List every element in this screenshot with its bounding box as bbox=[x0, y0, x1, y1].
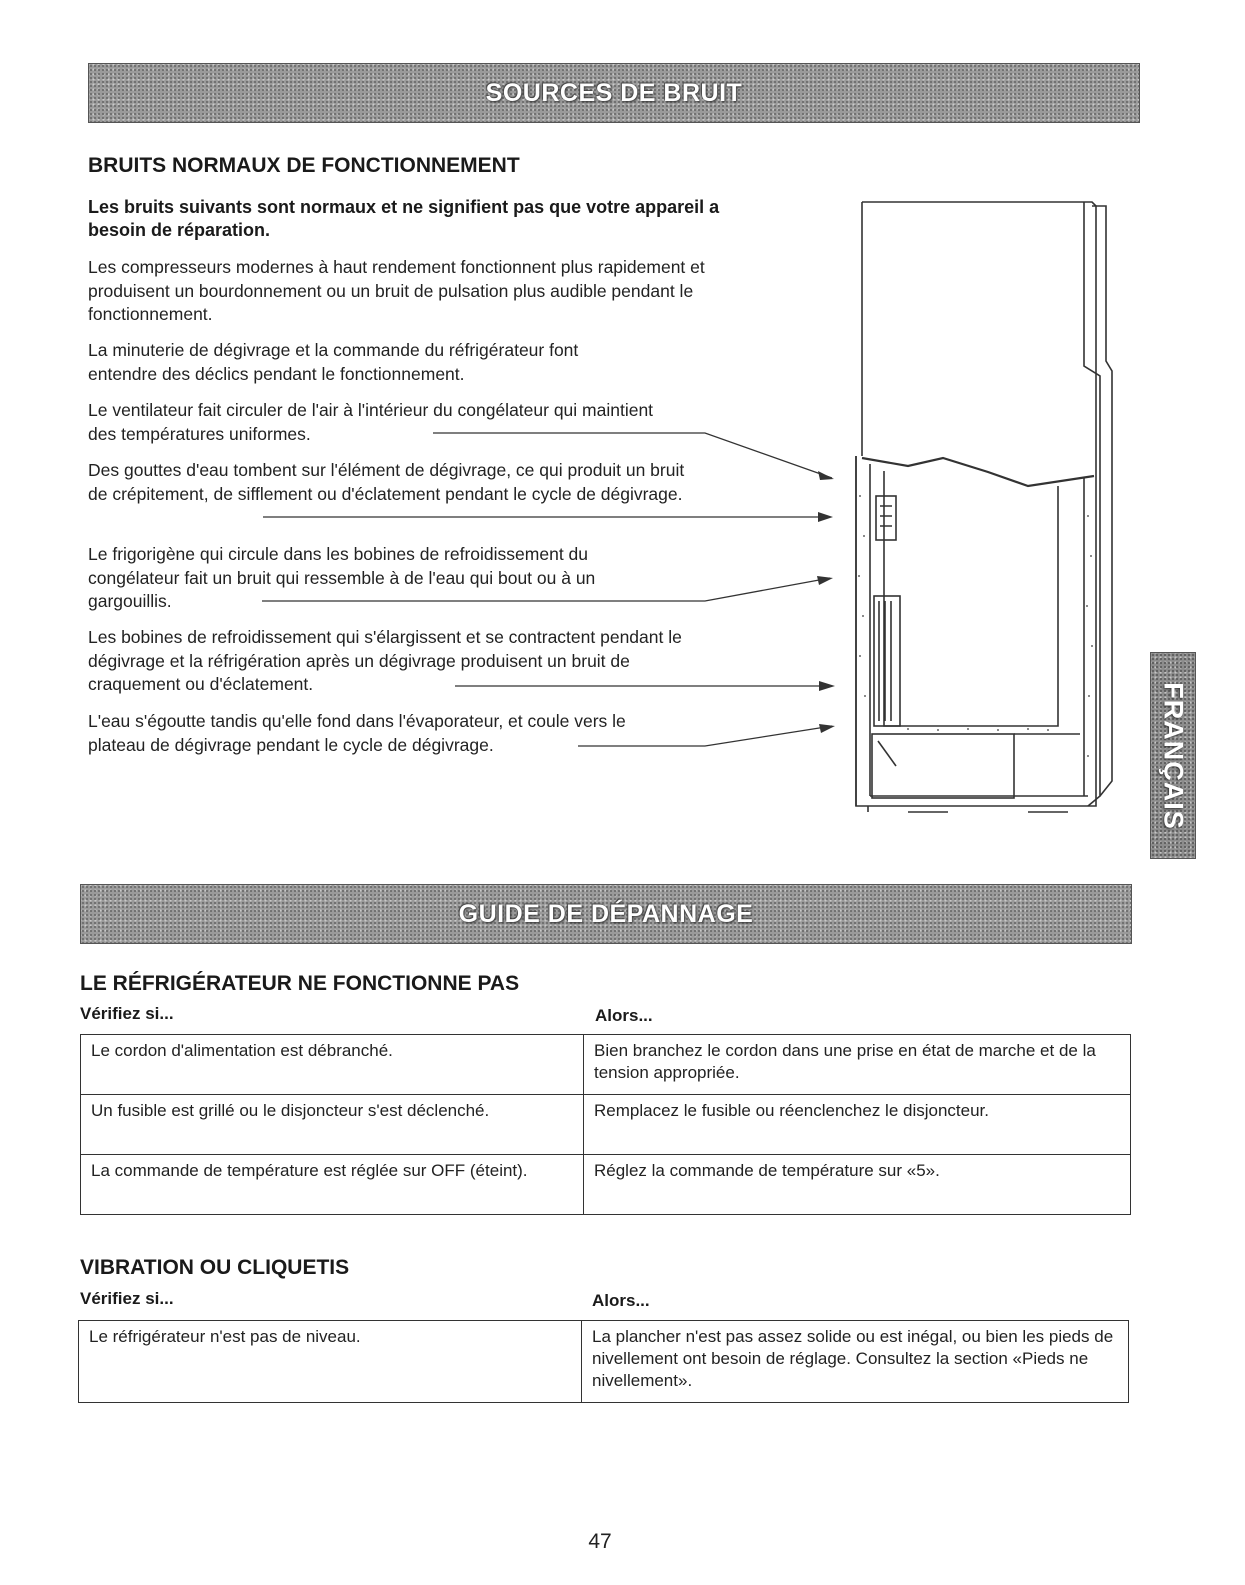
then-cell: Remplacez le fusible ou réenclenchez le disjoncteur. bbox=[584, 1095, 1131, 1155]
leader-line-refrigerant bbox=[262, 578, 830, 601]
intro-text: Les bruits suivants sont normaux et ne signifient pas que votre appareil a besoin de réparation. bbox=[88, 197, 720, 240]
check-cell: Le réfrigérateur n'est pas de niveau. bbox=[79, 1321, 582, 1403]
paragraph-water-drops: Des gouttes d'eau tombent sur l'élément de dégivrage, ce qui produit un bruit de crépitement, de sifflement ou d'éclatement pendant le cycle de dégivrage. bbox=[88, 460, 685, 504]
section-banner-guide-depannage bbox=[80, 884, 1132, 944]
check-cell: La commande de température est réglée sur OFF (éteint). bbox=[81, 1155, 584, 1215]
paragraph-fan: Le ventilateur fait circuler de l'air à l'intérieur du congélateur qui maintient des températures uniformes. bbox=[88, 400, 654, 444]
column-header-then: Alors... bbox=[592, 1291, 650, 1310]
language-tab-label: FRANÇAIS bbox=[1158, 681, 1189, 830]
banner-title: GUIDE DE DÉPANNAGE bbox=[458, 899, 754, 928]
table-row bbox=[79, 1321, 1129, 1403]
paragraph-cooling-coils: Les bobines de refroidissement qui s'élargissent et se contractent pendant le dégivrage et la réfrigération après un dégivrage produisent un bruit de craquement ou d'éclatement. bbox=[88, 627, 682, 694]
check-cell: Un fusible est grillé ou le disjoncteur s'est déclenché. bbox=[81, 1095, 584, 1155]
troubleshoot-table-not-running bbox=[80, 1034, 1131, 1215]
paragraph-compressor: Les compresseurs modernes à haut rendement fonctionnent plus rapidement et produisent un bourdonnement ou un bruit de pulsation plus audible pendant le fonctionnement. bbox=[88, 257, 705, 324]
table-row bbox=[81, 1095, 1131, 1155]
leader-line-fan bbox=[433, 433, 832, 478]
check-cell: Le cordon d'alimentation est débranché. bbox=[81, 1035, 584, 1095]
column-header-check: Vérifiez si... bbox=[80, 1289, 174, 1308]
language-tab bbox=[1150, 652, 1196, 859]
column-header-then: Alors... bbox=[595, 1006, 653, 1025]
troubleshoot-table-vibration bbox=[78, 1320, 1129, 1403]
then-cell: La plancher n'est pas assez solide ou est inégal, ou bien les pieds de nivellement ont besoin de réglage. Consultez la section «Pieds ne nivellement». bbox=[582, 1321, 1129, 1403]
leader-line-drip bbox=[578, 726, 832, 746]
paragraph-evaporator-drip: L'eau s'égoutte tandis qu'elle fond dans l'évaporateur, et coule vers le plateau de dégivrage pendant le cycle de dégivrage. bbox=[88, 711, 626, 755]
paragraph-defrost-timer: La minuterie de dégivrage et la commande du réfrigérateur font entendre des déclics pendant le fonctionnement. bbox=[88, 340, 579, 384]
then-cell: Bien branchez le cordon dans une prise en état de marche et de la tension appropriée. bbox=[584, 1035, 1131, 1095]
troubleshoot-heading-not-running: LE RÉFRIGÉRATEUR NE FONCTIONNE PAS bbox=[80, 972, 520, 995]
section-heading-normal-sounds: BRUITS NORMAUX DE FONCTIONNEMENT bbox=[88, 154, 520, 177]
table-row bbox=[81, 1035, 1131, 1095]
banner-title: SOURCES DE BRUIT bbox=[485, 78, 743, 107]
troubleshoot-heading-vibration: VIBRATION OU CLIQUETIS bbox=[80, 1256, 350, 1279]
table-row bbox=[81, 1155, 1131, 1215]
refrigerator-illustration bbox=[848, 196, 1118, 821]
column-header-check: Vérifiez si... bbox=[80, 1004, 174, 1023]
paragraph-refrigerant: Le frigorigène qui circule dans les bobines de refroidissement du congélateur fait un bruit qui ressemble à de l'eau qui bout ou à un gargouillis. bbox=[88, 544, 596, 611]
then-cell: Réglez la commande de température sur «5». bbox=[584, 1155, 1131, 1215]
page-number: 47 bbox=[588, 1530, 612, 1553]
